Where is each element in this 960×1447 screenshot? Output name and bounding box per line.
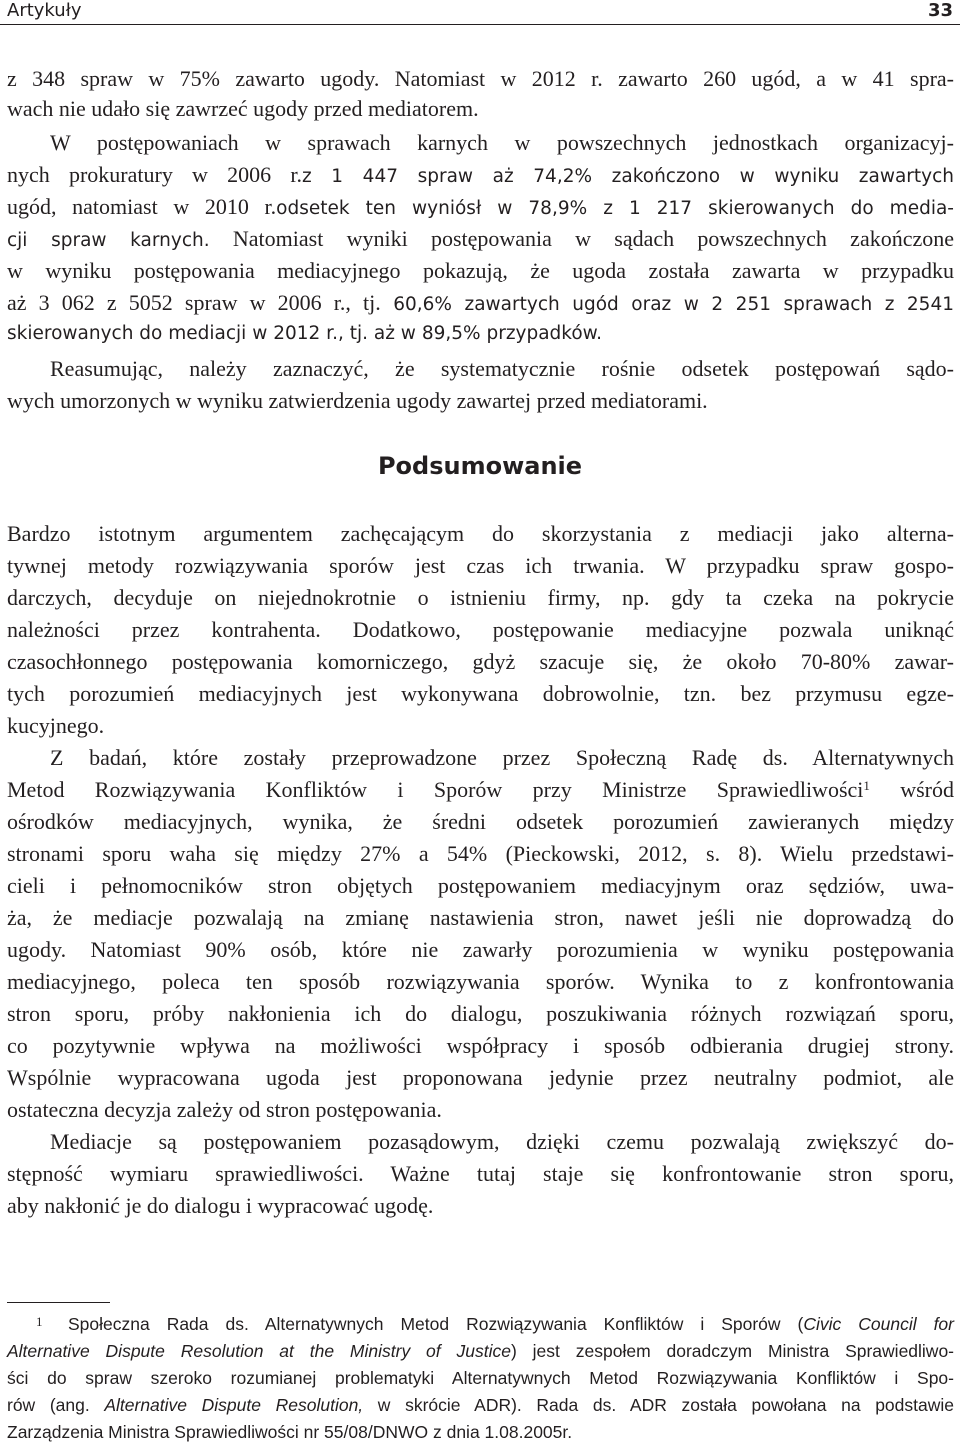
text-line: Mediacje są postępowaniem pozasądowym, dzięki czemu pozwalają zwiększyć do-	[50, 1129, 954, 1154]
text-run: w skrócie ADR). Rada ds. ADR została powołana na podstawie	[363, 1395, 954, 1415]
text-line: stępność wymiaru sprawiedliwości. Ważne tutaj staje się konfrontowanie stron sporu,	[7, 1161, 954, 1186]
text-line: co pozytywnie wpływa na możliwości współpracy i sposób odbierania drugiej strony.	[7, 1033, 954, 1058]
text-run: z 1 447 spraw aż 74,2% zakończono w wyniku zawartych	[302, 166, 954, 187]
text-line	[7, 226, 954, 258]
text-run: wśród	[869, 777, 955, 802]
footnote-line: Zarządzenia Ministra Sprawiedliwości nr 55/08/DNWO z dnia 1.08.2005r.	[7, 1422, 573, 1442]
text-run: Społeczna Rada ds. Alternatywnych Metod Rozwiązywania Konfliktów i Sporów (	[68, 1314, 804, 1334]
text-run: ) jest zespołem doradczym Ministra Sprawiedliwo-	[510, 1341, 955, 1361]
text-line: stron sporu, próby nakłonienia ich do dialogu, poszukiwania różnych rozwiązań sporu,	[7, 1001, 954, 1026]
text-line: w wyniku postępowania mediacyjnego pokazują, że ugoda została zawarta w przypadku	[7, 258, 954, 283]
footnote-line	[7, 1341, 954, 1362]
text-line: W postępowaniach w sprawach karnych w powszechnych jednostkach organizacyj-	[50, 130, 954, 155]
text-line: mediacyjnego, poleca ten sposób rozwiązywania sporów. Wynika to z konfrontowania	[7, 969, 954, 994]
text-line: Wspólnie wypracowana ugoda jest proponowana jedynie przez neutralny podmiot, ale	[7, 1065, 954, 1090]
text-run: cji spraw karnych.	[7, 230, 210, 251]
text-line: z 348 spraw w 75% zawarto ugody. Natomiast w 2012 r. zawarto 260 ugód, a w 41 spra-	[7, 66, 954, 91]
text-line: darczych, decyduje on niejednokrotnie o istnieniu firmy, np. gdy ta czeka na pokrycie	[7, 585, 954, 610]
text-run: Civic Council for	[803, 1314, 954, 1334]
text-run: odsetek ten wyniósł w 78,9% z 1 217 skierowanych do media-	[276, 198, 954, 219]
text-line	[7, 290, 954, 322]
text-line: wych umorzonych w wyniku zatwierdzenia ugody zawartej przed mediatorami.	[7, 388, 708, 413]
text-run: Alternative Dispute Resolution at the Ministry of Justice	[7, 1341, 511, 1361]
footnote-separator	[7, 1302, 110, 1303]
text-line: skierowanych do mediacji w 2012 r., tj. aż w 89,5% przypadków.	[7, 323, 602, 344]
text-run: Metod Rozwiązywania Konfliktów i Sporów przy Ministrze Sprawiedliwości	[7, 777, 864, 802]
text-run: nych prokuratury w 2006 r.	[7, 162, 302, 187]
text-line: tywnej metody rozwiązywania sporów jest czas ich trwania. W przypadku spraw gospo-	[7, 553, 954, 578]
footnote-line: ści do spraw szeroko rozumianej problematyki Alternatywnych Metod Rozwiązywania Konfliktów i Spo-	[7, 1368, 954, 1388]
footnote-line	[7, 1395, 954, 1416]
footnote-marker: 1	[863, 778, 870, 793]
text-line: Z badań, które zostały przeprowadzone przez Społeczną Radę ds. Alternatywnych	[50, 745, 954, 770]
text-run: ugód, natomiast w 2010 r.	[7, 194, 277, 219]
section-title: Artykuły	[7, 0, 82, 21]
text-line: kucyjnego.	[7, 713, 105, 738]
text-line: wach nie udało się zawrzeć ugody przed mediatorem.	[7, 96, 479, 121]
text-line: ugody. Natomiast 90% osób, które nie zawarły porozumienia w wyniku postępowania	[7, 937, 954, 962]
text-line: ża, że mediacje pozwalają na zmianę nastawienia stron, nawet jeśli nie doprowadzą do	[7, 905, 954, 930]
text-line	[7, 162, 954, 194]
text-line	[7, 194, 954, 226]
text-run: rów (ang.	[7, 1395, 105, 1415]
text-line: cieli i pełnomocników stron objętych postępowaniem mediacyjnym oraz sędziów, uwa-	[7, 873, 954, 898]
text-run: 60,6% zawartych ugód oraz w 2 251 sprawach z 2541	[380, 294, 954, 315]
text-line: tych porozumień mediacyjnych jest wykonywana dobrowolnie, tzn. bez przymusu egze-	[7, 681, 954, 706]
footnote-line	[68, 1314, 954, 1335]
page-number: 33	[927, 0, 953, 21]
footnote-number: 1	[36, 1314, 43, 1329]
text-line: Reasumując, należy zaznaczyć, że systematycznie rośnie odsetek postępowań sądo-	[50, 356, 954, 381]
text-line: aby nakłonić je do dialogu i wypracować ugodę.	[7, 1193, 434, 1218]
section-heading: Podsumowanie	[377, 452, 583, 480]
text-line: stronami sporu waha się między 27% a 54% (Pieckowski, 2012, s. 8). Wielu przedstawi-	[7, 841, 954, 866]
text-line	[7, 777, 954, 809]
text-line: czasochłonnego postępowania komorniczego, gdyż szacuje się, że około 70-80% zawar-	[7, 649, 954, 674]
running-header	[0, 0, 960, 25]
text-run: aż 3 062 z 5052 spraw w 2006 r., tj.	[7, 290, 381, 315]
text-line: ostateczna decyzja zależy od stron postępowania.	[7, 1097, 442, 1122]
text-line: ośrodków mediacyjnych, wynika, że średni odsetek porozumień zawieranych między	[7, 809, 954, 834]
text-line: Bardzo istotnym argumentem zachęcającym do skorzystania z mediacji jako alterna-	[7, 521, 954, 546]
text-line: należności przez kontrahenta. Dodatkowo, postępowanie mediacyjne pozwala uniknąć	[7, 617, 954, 642]
text-run: Alternative Dispute Resolution,	[104, 1395, 364, 1415]
text-run: Natomiast wyniki postępowania w sądach powszechnych zakończone	[209, 226, 954, 251]
